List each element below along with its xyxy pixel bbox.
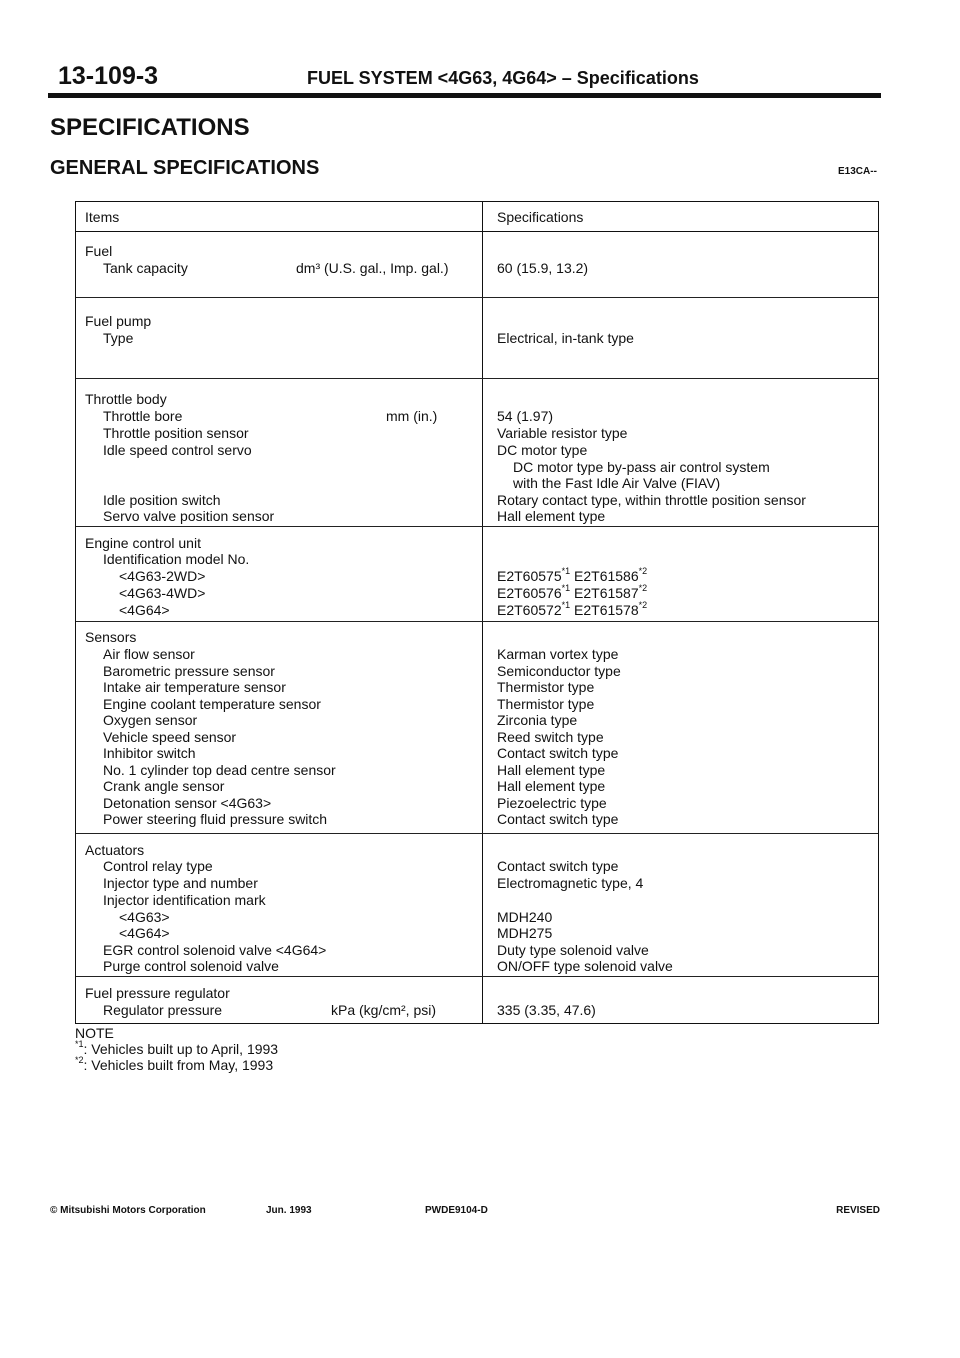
document-code: PWDE9104-D bbox=[425, 1205, 488, 1216]
spec-value: Rotary contact type, within throttle position sensor bbox=[497, 492, 806, 508]
table-row-fuel-pressure-regulator bbox=[76, 976, 878, 1024]
table-row-actuators bbox=[76, 833, 878, 977]
spec-value: Thermistor type bbox=[497, 679, 595, 695]
spec-value: E2T60576$^{*1}$ E2T61587$^{*2}$ bbox=[497, 583, 648, 601]
item-label: Idle position switch bbox=[103, 492, 221, 508]
table-header-row bbox=[76, 202, 878, 232]
spec-value: Reed switch type bbox=[497, 729, 604, 745]
item-label: Type bbox=[103, 330, 134, 346]
spec-value: Piezoelectric type bbox=[497, 795, 607, 811]
item-label: Power steering fluid pressure switch bbox=[103, 811, 328, 827]
spec-value: E2T60575$^{*1}$ E2T61586$^{*2}$ bbox=[497, 566, 648, 584]
item-label: EGR control solenoid valve <4G64> bbox=[103, 942, 327, 958]
unit-label: dm³ (U.S. gal., Imp. gal.) bbox=[296, 260, 449, 276]
variant-label: <4G63-2WD> bbox=[119, 568, 206, 584]
spec-value: 335 (3.35, 47.6) bbox=[497, 1002, 596, 1018]
spec-value: 60 (15.9, 13.2) bbox=[497, 260, 589, 276]
item-label: No. 1 cylinder top dead centre sensor bbox=[103, 762, 336, 778]
spec-value: 54 (1.97) bbox=[497, 408, 554, 424]
revision-status: REVISED bbox=[836, 1205, 880, 1216]
group-label: Throttle body bbox=[85, 391, 167, 407]
page-footer bbox=[50, 1205, 880, 1221]
item-label: Engine coolant temperature sensor bbox=[103, 696, 321, 712]
spec-value: MDH275 bbox=[497, 925, 553, 941]
footnote bbox=[75, 1025, 278, 1073]
table-row-fuel bbox=[76, 232, 878, 297]
header-rule bbox=[48, 93, 881, 98]
item-label: Inhibitor switch bbox=[103, 745, 196, 761]
unit-label: mm (in.) bbox=[386, 408, 438, 424]
spec-value: Variable resistor type bbox=[497, 425, 628, 441]
item-label: Control relay type bbox=[103, 858, 213, 874]
item-label: Vehicle speed sensor bbox=[103, 729, 237, 745]
spec-value: MDH240 bbox=[497, 909, 553, 925]
item-label: Servo valve position sensor bbox=[103, 508, 275, 524]
spec-value: Semiconductor type bbox=[497, 663, 621, 679]
spec-value: Duty type solenoid valve bbox=[497, 942, 649, 958]
publication-date: Jun. 1993 bbox=[266, 1205, 312, 1216]
group-label: Engine control unit bbox=[85, 535, 201, 551]
item-label: Barometric pressure sensor bbox=[103, 663, 275, 679]
section-code: E13CA-- bbox=[838, 166, 877, 177]
group-label: Sensors bbox=[85, 629, 137, 645]
group-label: Actuators bbox=[85, 842, 145, 858]
item-label: Throttle position sensor bbox=[103, 425, 249, 441]
spec-value: DC motor type bbox=[497, 442, 588, 458]
spec-value: Zirconia type bbox=[497, 712, 578, 728]
spec-value: Hall element type bbox=[497, 778, 606, 794]
group-label: Fuel pressure regulator bbox=[85, 985, 230, 1001]
spec-value: Hall element type bbox=[497, 762, 606, 778]
item-label: Injector identification mark bbox=[103, 892, 266, 908]
note-line-2: $^{*2}$: Vehicles built from May, 1993 bbox=[75, 1055, 274, 1073]
table-row-throttle-body bbox=[76, 378, 878, 527]
spec-value: Contact switch type bbox=[497, 811, 619, 827]
spec-value: E2T60572$^{*1}$ E2T61578$^{*2}$ bbox=[497, 600, 648, 618]
spec-value: Contact switch type bbox=[497, 745, 619, 761]
item-label: Detonation sensor <4G63> bbox=[103, 795, 272, 811]
spec-detail: DC motor type by-pass air control system bbox=[513, 459, 770, 475]
note-line-1: $^{*1}$: Vehicles built up to April, 1993 bbox=[75, 1039, 279, 1057]
item-label: Throttle bore bbox=[103, 408, 183, 424]
variant-label: <4G64> bbox=[119, 925, 170, 941]
item-label: Tank capacity bbox=[103, 260, 188, 276]
spec-value: Contact switch type bbox=[497, 858, 619, 874]
item-label: Crank angle sensor bbox=[103, 778, 225, 794]
spec-detail: with the Fast Idle Air Valve (FIAV) bbox=[513, 475, 721, 491]
subsection-title: GENERAL SPECIFICATIONS bbox=[50, 157, 320, 179]
item-label: Injector type and number bbox=[103, 875, 258, 891]
variant-label: <4G64> bbox=[119, 602, 170, 618]
spec-value: Electromagnetic type, 4 bbox=[497, 875, 644, 891]
table-row-sensors bbox=[76, 621, 878, 834]
item-label: Purge control solenoid valve bbox=[103, 958, 279, 974]
header-items: Items bbox=[85, 209, 120, 225]
page-title: FUEL SYSTEM <4G63, 4G64> – Specifications bbox=[307, 68, 699, 88]
spec-value: Karman vortex type bbox=[497, 646, 619, 662]
item-label: Intake air temperature sensor bbox=[103, 679, 286, 695]
table-row-fuel-pump bbox=[76, 297, 878, 379]
spec-value: Hall element type bbox=[497, 508, 606, 524]
item-label: Regulator pressure bbox=[103, 1002, 223, 1018]
page-header bbox=[50, 62, 880, 94]
item-label: Air flow sensor bbox=[103, 646, 195, 662]
variant-label: <4G63> bbox=[119, 909, 170, 925]
item-label: Identification model No. bbox=[103, 551, 250, 567]
page-number: 13-109-3 bbox=[58, 62, 159, 90]
group-label: Fuel pump bbox=[85, 313, 152, 329]
table-row-engine-control-unit bbox=[76, 526, 878, 622]
item-label: Oxygen sensor bbox=[103, 712, 198, 728]
group-label: Fuel bbox=[85, 243, 113, 259]
spec-table bbox=[75, 201, 879, 1024]
unit-label: kPa (kg/cm², psi) bbox=[331, 1002, 437, 1018]
spec-value: Electrical, in-tank type bbox=[497, 330, 634, 346]
header-specifications: Specifications bbox=[497, 209, 584, 225]
variant-label: <4G63-4WD> bbox=[119, 585, 206, 601]
item-label: Idle speed control servo bbox=[103, 442, 252, 458]
section-title: SPECIFICATIONS bbox=[50, 114, 250, 141]
spec-value: Thermistor type bbox=[497, 696, 595, 712]
note-title: NOTE bbox=[75, 1025, 114, 1041]
spec-value: ON/OFF type solenoid valve bbox=[497, 958, 673, 974]
copyright: © Mitsubishi Motors Corporation bbox=[50, 1205, 206, 1216]
